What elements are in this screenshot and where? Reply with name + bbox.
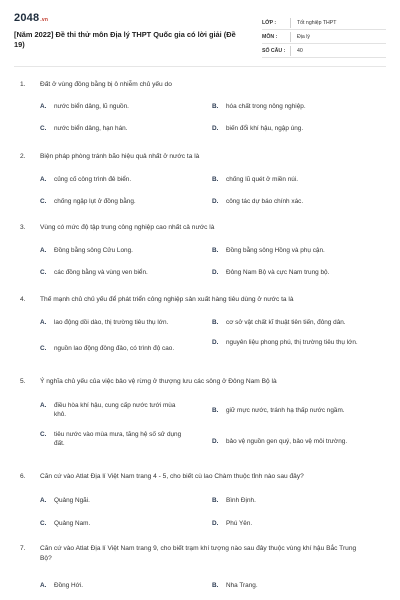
option-d[interactable] bbox=[212, 519, 366, 528]
option-letter: D. bbox=[212, 339, 219, 346]
option-d[interactable] bbox=[212, 268, 366, 277]
meta-label: LỚP : bbox=[262, 19, 277, 26]
option-a[interactable] bbox=[40, 102, 194, 111]
option-b[interactable] bbox=[212, 102, 366, 111]
question-text: Vùng có mức độ tập trung công nghiệp cao nhất cả nước là bbox=[40, 224, 215, 231]
option-a[interactable] bbox=[40, 401, 184, 419]
question-4 bbox=[20, 295, 380, 361]
option-a[interactable] bbox=[40, 581, 194, 590]
option-d[interactable] bbox=[212, 437, 386, 446]
question-text: Đất ở vùng đồng bằng bị ô nhiễm chủ yếu do bbox=[40, 81, 172, 88]
meta-divider bbox=[290, 18, 291, 28]
meta-divider bbox=[290, 46, 291, 56]
option-c[interactable] bbox=[40, 344, 209, 353]
question-number: 2. bbox=[20, 153, 26, 160]
option-letter: A. bbox=[40, 103, 47, 110]
option-d[interactable] bbox=[212, 197, 366, 206]
question-text: Biện pháp phòng tránh bão hiệu quả nhất ở nước ta là bbox=[40, 153, 200, 160]
option-letter: C. bbox=[40, 345, 47, 352]
option-text: Nha Trang. bbox=[226, 582, 258, 589]
option-letter: D. bbox=[212, 198, 219, 205]
option-text: hóa chất trong nông nghiệp. bbox=[226, 103, 306, 110]
option-a[interactable] bbox=[40, 246, 194, 255]
option-text: bảo vệ nguồn gen quý, bảo vệ môi trường. bbox=[226, 438, 348, 445]
option-b[interactable] bbox=[212, 406, 381, 415]
meta-divider bbox=[290, 32, 291, 42]
question-3 bbox=[20, 223, 380, 277]
option-text: Phú Yên. bbox=[226, 520, 253, 527]
question-stem bbox=[20, 295, 380, 305]
question-stem bbox=[20, 223, 380, 233]
logo-suffix: .vn bbox=[40, 17, 49, 23]
question-stem bbox=[20, 544, 380, 564]
option-text: củng cố công trình đê biển. bbox=[54, 176, 132, 183]
option-letter: D. bbox=[212, 125, 219, 132]
option-text: điều hòa khí hậu, cung cấp nước tưới mùa khô. bbox=[54, 402, 176, 418]
option-text: tiêu nước vào mùa mưa, tăng hệ số sử dụng đất. bbox=[54, 431, 182, 447]
option-b[interactable] bbox=[212, 175, 366, 184]
option-a[interactable] bbox=[40, 175, 194, 184]
logo-main: 2048 bbox=[14, 12, 40, 24]
option-letter: C. bbox=[40, 520, 47, 527]
option-letter: B. bbox=[212, 247, 219, 254]
document-title: [Năm 2022] Đề thi thử môn Địa lý THPT Quốc gia có lời giải (Đề 19) bbox=[14, 30, 236, 49]
option-letter: B. bbox=[212, 497, 219, 504]
option-letter: B. bbox=[212, 103, 219, 110]
meta-label: MÔN : bbox=[262, 33, 278, 40]
option-c[interactable] bbox=[40, 268, 194, 277]
question-number: 4. bbox=[20, 296, 26, 303]
question-stem bbox=[20, 472, 380, 482]
option-letter: D. bbox=[212, 520, 219, 527]
question-stem bbox=[20, 152, 380, 162]
question-5 bbox=[20, 377, 380, 453]
option-text: Đồng bằng sông Cửu Long. bbox=[54, 247, 133, 254]
question-1 bbox=[20, 80, 380, 132]
question-stem bbox=[20, 377, 380, 387]
option-text: nước biển dâng, lũ nguồn. bbox=[54, 103, 129, 110]
option-letter: D. bbox=[212, 269, 219, 276]
site-logo[interactable] bbox=[14, 12, 48, 24]
option-letter: B. bbox=[212, 582, 219, 589]
option-letter: C. bbox=[40, 269, 47, 276]
option-text: Đông Nam Bộ và cực Nam trung bộ. bbox=[226, 269, 330, 276]
option-letter: A. bbox=[40, 497, 47, 504]
option-b[interactable] bbox=[212, 581, 366, 590]
option-letter: C. bbox=[40, 431, 47, 438]
question-number: 3. bbox=[20, 224, 26, 231]
question-number: 1. bbox=[20, 81, 26, 88]
option-text: nguyên liệu phong phú, thị trường tiêu thụ lớn. bbox=[226, 339, 358, 346]
option-letter: C. bbox=[40, 125, 47, 132]
option-c[interactable] bbox=[40, 519, 194, 528]
option-text: Bình Định. bbox=[226, 497, 256, 504]
option-text: biến đổi khí hậu, ngập úng. bbox=[226, 125, 304, 132]
option-letter: A. bbox=[40, 402, 47, 409]
option-text: chống lũ quét ở miền núi. bbox=[226, 176, 299, 183]
question-stem bbox=[20, 80, 380, 90]
option-c[interactable] bbox=[40, 430, 184, 448]
option-letter: A. bbox=[40, 319, 47, 326]
option-text: nguồn lao động đông đảo, có trình độ cao. bbox=[54, 345, 175, 352]
option-letter: C. bbox=[40, 198, 47, 205]
question-6 bbox=[20, 472, 380, 528]
option-c[interactable] bbox=[40, 124, 194, 133]
question-text: Căn cứ vào Atlat Địa lí Việt Nam trang 4 - 5, cho biết cù lao Chàm thuộc tỉnh nào sau đây? bbox=[40, 473, 304, 480]
option-letter: B. bbox=[212, 407, 219, 414]
option-d[interactable] bbox=[212, 338, 376, 347]
option-text: công tác dự báo chính xác. bbox=[226, 198, 304, 205]
meta-row-class bbox=[262, 16, 386, 30]
meta-label: SỐ CÂU : bbox=[262, 47, 286, 54]
exam-meta-table bbox=[262, 16, 386, 58]
option-text: chống ngập lụt ở đồng bằng. bbox=[54, 198, 136, 205]
page-header bbox=[14, 10, 386, 66]
question-text: Căn cứ vào Atlat Địa lí Việt Nam trang 9, cho biết trạm khí tượng nào sau đây thuộc vùng khí hậu Bắc Trung Bộ? bbox=[40, 545, 357, 562]
option-letter: A. bbox=[40, 582, 47, 589]
option-text: cơ sở vật chất kĩ thuật tiên tiến, đông dân. bbox=[226, 319, 346, 326]
question-number: 7. bbox=[20, 545, 26, 552]
option-letter: B. bbox=[212, 176, 219, 183]
question-text: Ý nghĩa chủ yếu của việc bảo vệ rừng ở thượng lưu các sông ở Đông Nam Bộ là bbox=[40, 378, 277, 385]
header-divider bbox=[14, 66, 386, 67]
meta-row-subject bbox=[262, 30, 386, 44]
option-a[interactable] bbox=[40, 496, 194, 505]
option-d[interactable] bbox=[212, 124, 366, 133]
option-b[interactable] bbox=[212, 318, 381, 327]
option-text: lao động dồi dào, thị trường tiêu thụ lớn. bbox=[54, 319, 169, 326]
option-letter: A. bbox=[40, 176, 47, 183]
option-text: Quảng Nam. bbox=[54, 520, 91, 527]
question-text: Thế mạnh chủ chủ yếu để phát triển công nghiệp sản xuất hàng tiêu dùng ở nước ta là bbox=[40, 296, 294, 303]
option-text: Đồng Hới. bbox=[54, 582, 84, 589]
option-text: giữ mực nước, tránh hạ thấp nước ngầm. bbox=[226, 407, 345, 414]
meta-value: 40 bbox=[297, 47, 303, 54]
option-b[interactable] bbox=[212, 496, 366, 505]
question-number: 6. bbox=[20, 473, 26, 480]
option-a[interactable] bbox=[40, 318, 204, 327]
question-number: 5. bbox=[20, 378, 26, 385]
meta-row-count bbox=[262, 44, 386, 58]
option-letter: B. bbox=[212, 319, 219, 326]
option-b[interactable] bbox=[212, 246, 366, 255]
meta-value: Tốt nghiệp THPT bbox=[297, 19, 337, 26]
option-letter: A. bbox=[40, 247, 47, 254]
option-text: các đồng bằng và vùng ven biển. bbox=[54, 269, 148, 276]
option-c[interactable] bbox=[40, 197, 194, 206]
option-text: Quảng Ngãi. bbox=[54, 497, 90, 504]
option-letter: D. bbox=[212, 438, 219, 445]
question-2 bbox=[20, 152, 380, 206]
question-7 bbox=[20, 544, 380, 594]
option-text: nước biển dâng, hạn hán. bbox=[54, 125, 128, 132]
option-text: Đồng bằng sông Hồng và phụ cận. bbox=[226, 247, 325, 254]
meta-value: Địa lý bbox=[297, 33, 310, 40]
